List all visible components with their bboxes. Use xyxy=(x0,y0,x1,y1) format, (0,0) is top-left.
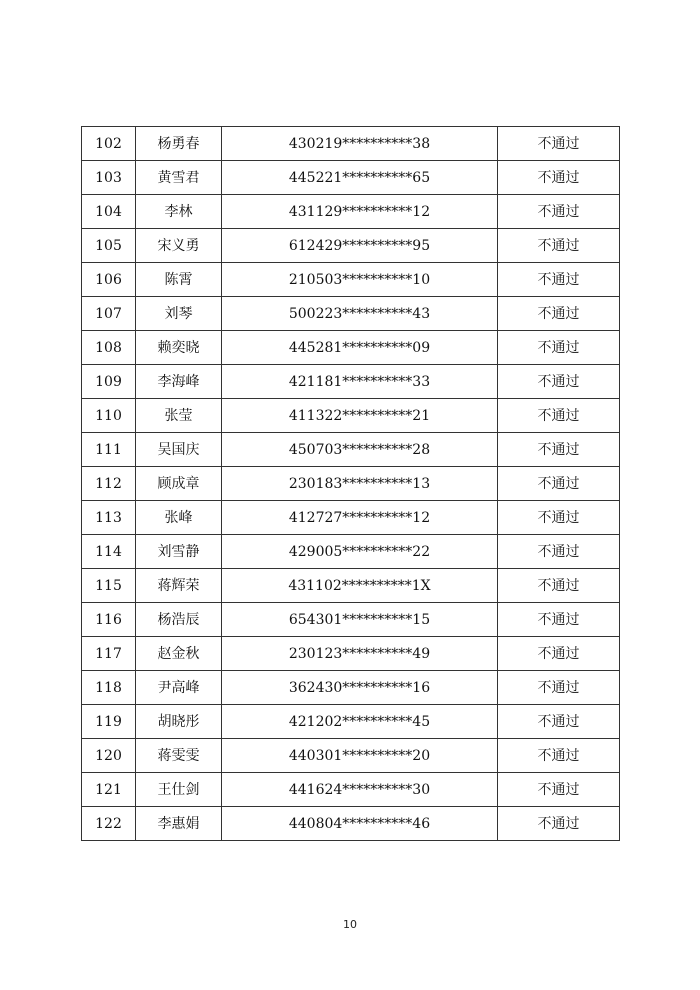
table-row xyxy=(82,501,620,535)
id-number-cell: 612429**********95 xyxy=(222,229,498,263)
name-cell: 刘雪静 xyxy=(136,535,222,569)
id-number-cell: 429005**********22 xyxy=(222,535,498,569)
table-row xyxy=(82,297,620,331)
name-cell: 赖奕晓 xyxy=(136,331,222,365)
result-cell: 不通过 xyxy=(498,229,620,263)
table-row xyxy=(82,739,620,773)
result-cell: 不通过 xyxy=(498,195,620,229)
table-row xyxy=(82,433,620,467)
name-cell: 黄雪君 xyxy=(136,161,222,195)
row-number-cell: 117 xyxy=(82,637,136,671)
id-number-cell: 431102**********1X xyxy=(222,569,498,603)
table-row xyxy=(82,467,620,501)
results-table-body xyxy=(82,127,620,841)
name-cell: 李惠娟 xyxy=(136,807,222,841)
row-number-cell: 103 xyxy=(82,161,136,195)
id-number-cell: 430219**********38 xyxy=(222,127,498,161)
page-number: 10 xyxy=(343,918,357,931)
row-number-cell: 115 xyxy=(82,569,136,603)
name-cell: 尹高峰 xyxy=(136,671,222,705)
id-number-cell: 654301**********15 xyxy=(222,603,498,637)
id-number-cell: 445221**********65 xyxy=(222,161,498,195)
row-number-cell: 111 xyxy=(82,433,136,467)
id-number-cell: 441624**********30 xyxy=(222,773,498,807)
id-number-cell: 445281**********09 xyxy=(222,331,498,365)
id-number-cell: 440804**********46 xyxy=(222,807,498,841)
table-row xyxy=(82,807,620,841)
name-cell: 蒋辉荣 xyxy=(136,569,222,603)
table-row xyxy=(82,263,620,297)
name-cell: 陈霄 xyxy=(136,263,222,297)
id-number-cell: 440301**********20 xyxy=(222,739,498,773)
table-row xyxy=(82,331,620,365)
result-cell: 不通过 xyxy=(498,807,620,841)
table-row xyxy=(82,127,620,161)
result-cell: 不通过 xyxy=(498,705,620,739)
row-number-cell: 109 xyxy=(82,365,136,399)
result-cell: 不通过 xyxy=(498,263,620,297)
row-number-cell: 112 xyxy=(82,467,136,501)
id-number-cell: 421202**********45 xyxy=(222,705,498,739)
id-number-cell: 362430**********16 xyxy=(222,671,498,705)
table-row xyxy=(82,161,620,195)
table-row xyxy=(82,365,620,399)
name-cell: 赵金秋 xyxy=(136,637,222,671)
table-row xyxy=(82,399,620,433)
result-cell: 不通过 xyxy=(498,433,620,467)
table-row xyxy=(82,569,620,603)
id-number-cell: 411322**********21 xyxy=(222,399,498,433)
row-number-cell: 104 xyxy=(82,195,136,229)
name-cell: 李海峰 xyxy=(136,365,222,399)
id-number-cell: 230183**********13 xyxy=(222,467,498,501)
result-cell: 不通过 xyxy=(498,637,620,671)
name-cell: 刘琴 xyxy=(136,297,222,331)
name-cell: 胡晓彤 xyxy=(136,705,222,739)
id-number-cell: 210503**********10 xyxy=(222,263,498,297)
result-cell: 不通过 xyxy=(498,161,620,195)
row-number-cell: 110 xyxy=(82,399,136,433)
id-number-cell: 431129**********12 xyxy=(222,195,498,229)
id-number-cell: 500223**********43 xyxy=(222,297,498,331)
row-number-cell: 113 xyxy=(82,501,136,535)
name-cell: 李林 xyxy=(136,195,222,229)
table-row xyxy=(82,195,620,229)
id-number-cell: 450703**********28 xyxy=(222,433,498,467)
result-cell: 不通过 xyxy=(498,535,620,569)
name-cell: 顾成章 xyxy=(136,467,222,501)
row-number-cell: 114 xyxy=(82,535,136,569)
row-number-cell: 122 xyxy=(82,807,136,841)
row-number-cell: 102 xyxy=(82,127,136,161)
result-cell: 不通过 xyxy=(498,671,620,705)
result-cell: 不通过 xyxy=(498,501,620,535)
table-row xyxy=(82,671,620,705)
row-number-cell: 121 xyxy=(82,773,136,807)
id-number-cell: 230123**********49 xyxy=(222,637,498,671)
id-number-cell: 412727**********12 xyxy=(222,501,498,535)
name-cell: 吴国庆 xyxy=(136,433,222,467)
result-cell: 不通过 xyxy=(498,127,620,161)
results-table xyxy=(81,126,620,841)
result-cell: 不通过 xyxy=(498,297,620,331)
row-number-cell: 107 xyxy=(82,297,136,331)
row-number-cell: 120 xyxy=(82,739,136,773)
id-number-cell: 421181**********33 xyxy=(222,365,498,399)
table-row xyxy=(82,705,620,739)
table-row xyxy=(82,535,620,569)
result-cell: 不通过 xyxy=(498,399,620,433)
result-cell: 不通过 xyxy=(498,331,620,365)
name-cell: 张峰 xyxy=(136,501,222,535)
result-cell: 不通过 xyxy=(498,603,620,637)
result-cell: 不通过 xyxy=(498,569,620,603)
row-number-cell: 108 xyxy=(82,331,136,365)
row-number-cell: 116 xyxy=(82,603,136,637)
name-cell: 张莹 xyxy=(136,399,222,433)
name-cell: 王仕剑 xyxy=(136,773,222,807)
table-row xyxy=(82,773,620,807)
result-cell: 不通过 xyxy=(498,773,620,807)
name-cell: 宋义勇 xyxy=(136,229,222,263)
row-number-cell: 118 xyxy=(82,671,136,705)
name-cell: 蒋雯雯 xyxy=(136,739,222,773)
result-cell: 不通过 xyxy=(498,739,620,773)
row-number-cell: 106 xyxy=(82,263,136,297)
name-cell: 杨浩辰 xyxy=(136,603,222,637)
table-row xyxy=(82,637,620,671)
name-cell: 杨勇春 xyxy=(136,127,222,161)
table-row xyxy=(82,603,620,637)
table-row xyxy=(82,229,620,263)
result-cell: 不通过 xyxy=(498,365,620,399)
row-number-cell: 119 xyxy=(82,705,136,739)
result-cell: 不通过 xyxy=(498,467,620,501)
row-number-cell: 105 xyxy=(82,229,136,263)
